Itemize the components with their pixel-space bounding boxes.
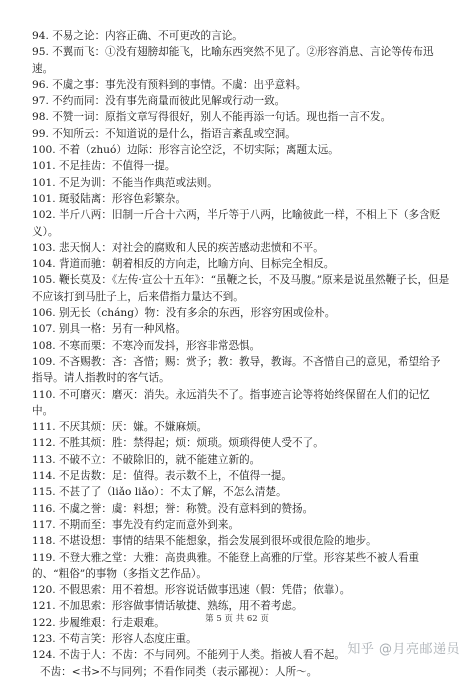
entry-number: 104. xyxy=(32,258,59,271)
idiom-entry xyxy=(32,109,450,125)
entry-text: 不足齿数：足：值得。表示数不上，不值得一提。 xyxy=(58,470,293,483)
idiom-entry xyxy=(32,452,450,468)
entry-number: 108. xyxy=(32,339,59,352)
page-footer: 第 5 页 共 62 页 xyxy=(205,614,269,624)
entry-text: 背道而驰：朝着相反的方向走，比喻方向、目标完全相反。 xyxy=(58,258,335,271)
entry-number: 100. xyxy=(32,144,59,157)
entry-number: 101. xyxy=(32,176,59,189)
idiom-entry xyxy=(32,501,450,517)
entry-text: 别无长（cháng）物：没有多余的东西，形容穷困或俭朴。 xyxy=(58,307,336,320)
idiom-entry xyxy=(32,142,450,158)
entry-text: 别具一格：另有一种风格。 xyxy=(58,323,187,336)
entry-number: 123. xyxy=(32,632,59,645)
idiom-entry xyxy=(32,158,450,174)
entry-text: 不甚了了（liǎo liǎo）：不太了解，不怎么清楚。 xyxy=(58,486,287,499)
idiom-entry xyxy=(32,582,450,598)
entry-number: 109. xyxy=(32,355,59,368)
entry-text: 不齿：<书>不与同列；不看作同类（表示鄙视）：人所～。 xyxy=(40,665,318,678)
entry-text: 不加思索：形容做事情话敏捷、熟练，用不着考虑。 xyxy=(58,600,303,613)
entry-text: 不寒而栗：不寒冷而发抖，形容非常恐惧。 xyxy=(58,339,261,352)
idiom-entry xyxy=(32,44,450,77)
entry-text: 不登大雅之堂：大雅：高贵典雅。不能登上高雅的厅堂。形容某些不被人看重的、“粗俗”的事物（多指文艺作品）。 xyxy=(32,551,420,580)
entry-number: 98. xyxy=(32,111,53,124)
idiom-entry xyxy=(32,93,450,109)
entry-number: 118. xyxy=(32,535,59,548)
entry-text: 半斤八两：旧制一斤合十六两，半斤等于八两，比喻彼此一样，不相上下（多含贬义）。 xyxy=(32,209,441,238)
entry-number: 107. xyxy=(32,323,59,336)
entry-text: 不易之论：内容正确、不可更改的言论。 xyxy=(52,30,243,42)
idiom-list xyxy=(32,28,450,680)
entry-text: 不翼而飞：①没有翅膀却能飞，比喻东西突然不见了。②形容消息、言论等传布迅速。 xyxy=(32,46,434,75)
entry-number: 94. xyxy=(32,30,53,42)
idiom-entry xyxy=(32,240,450,256)
entry-text: 不足挂齿：不值得一提。 xyxy=(58,160,176,173)
entry-number: 103. xyxy=(32,241,59,254)
idiom-entry xyxy=(32,272,450,305)
entry-text: 鞭长莫及：《左传·宣公十五年》：“虽鞭之长，不及马腹。”原来是说虽然鞭子长，但是不应该打到马肚子上，后来借指力量达不到。 xyxy=(32,274,450,303)
idiom-entry xyxy=(32,305,450,321)
entry-number: 114. xyxy=(32,470,59,483)
entry-text: 悲天悯人：对社会的腐败和人民的疾苦感动悲愤和不平。 xyxy=(58,241,324,254)
entry-number: 102. xyxy=(32,209,59,222)
idiom-entry xyxy=(32,435,450,451)
entry-text: 不期而至：事先没有约定而意外到来。 xyxy=(58,518,240,531)
entry-number: 106. xyxy=(32,307,59,320)
entry-number: 96. xyxy=(32,78,53,91)
entry-number: 116. xyxy=(32,502,59,515)
idiom-entry xyxy=(32,517,450,533)
entry-number: 112. xyxy=(32,437,59,450)
entry-number: 110. xyxy=(32,388,59,401)
idiom-entry xyxy=(32,256,450,272)
entry-text: 不苟言笑：形容人态度庄重。 xyxy=(58,632,197,645)
idiom-entry xyxy=(32,191,450,207)
entry-text: 不约而同：没有事先商量而彼此见解或行动一致。 xyxy=(52,95,286,108)
entry-number: 122. xyxy=(32,616,59,629)
idiom-entry xyxy=(32,207,450,240)
entry-number: 101. xyxy=(32,192,59,205)
entry-text: 斑驳陆离：形容色彩繁杂。 xyxy=(58,192,187,205)
entry-text: 步履维艰：行走艰难。 xyxy=(58,616,165,629)
entry-text: 不足为训：不能当作典范或法则。 xyxy=(58,176,218,189)
entry-number: 124. xyxy=(32,649,59,662)
idiom-entry xyxy=(32,321,450,337)
entry-text: 不可磨灭：磨灭：消失。永远消失不了。指事迹言论等将始终保留在人们的记忆中。 xyxy=(32,388,430,417)
entry-number: 95. xyxy=(32,46,53,59)
idiom-entry xyxy=(32,387,450,420)
entry-text: 不厌其烦：厌：嫌。不嫌麻烦。 xyxy=(58,421,208,434)
idiom-entry xyxy=(32,419,450,435)
watermark: 知乎 @月亮邮递员 xyxy=(347,642,460,657)
idiom-entry xyxy=(32,354,450,387)
entry-number: 113. xyxy=(32,453,59,466)
entry-text: 不齿于人：不齿：不与同列。不能列于人类。指被人看不起。 xyxy=(58,649,345,662)
entry-number: 99. xyxy=(32,127,53,140)
idiom-entry xyxy=(32,175,450,191)
idiom-entry xyxy=(32,550,450,583)
idiom-entry xyxy=(32,484,450,500)
idiom-entry xyxy=(32,468,450,484)
entry-number: 121. xyxy=(32,600,59,613)
entry-text: 不着（zhuó）边际：形容言论空泛，不切实际；离题太远。 xyxy=(58,144,339,157)
entry-number: 115. xyxy=(32,486,59,499)
entry-text: 不知所云：不知道说的是什么，指语言紊乱或空洞。 xyxy=(52,127,296,140)
entry-text: 不堪设想：事情的结果不能想象，指会发展到很坏或很危险的地步。 xyxy=(58,535,377,548)
entry-number: 119. xyxy=(32,551,59,564)
entry-text: 不虞之事：事先没有预料到的事情。不虞：出乎意料。 xyxy=(52,78,307,91)
entry-text: 不假思索：用不着想。形容说话做事迅速（假：凭借；依靠）。 xyxy=(58,584,351,597)
entry-number: 111. xyxy=(32,421,59,434)
entry-number: 101. xyxy=(32,160,59,173)
entry-number: 120. xyxy=(32,584,59,597)
entry-text: 不虞之誉：虞：料想；誉：称赞。没有意料到的赞扬。 xyxy=(58,502,314,515)
idiom-entry xyxy=(32,533,450,549)
idiom-entry xyxy=(32,664,450,680)
entry-text: 不胜其烦：胜：禁得起；烦：烦琐。烦琐得使人受不了。 xyxy=(58,437,324,450)
idiom-entry xyxy=(32,126,450,142)
entry-number: 117. xyxy=(32,518,59,531)
entry-text: 不赞一词：原指文章写得很好，别人不能再添一句话。现也指一言不发。 xyxy=(52,111,392,124)
entry-number: 105. xyxy=(32,274,59,287)
entry-text: 不破不立：不破除旧的，就不能建立新的。 xyxy=(58,453,261,466)
entry-text: 不吝赐教：吝：吝惜；赐：赏予；教：教导，教诲。不吝惜自己的意见，希望给予指导。请人指教时的客气话。 xyxy=(32,355,441,385)
idiom-entry xyxy=(32,77,450,93)
idiom-entry xyxy=(32,338,450,354)
entry-number: 97. xyxy=(32,95,53,108)
idiom-entry xyxy=(32,28,450,44)
